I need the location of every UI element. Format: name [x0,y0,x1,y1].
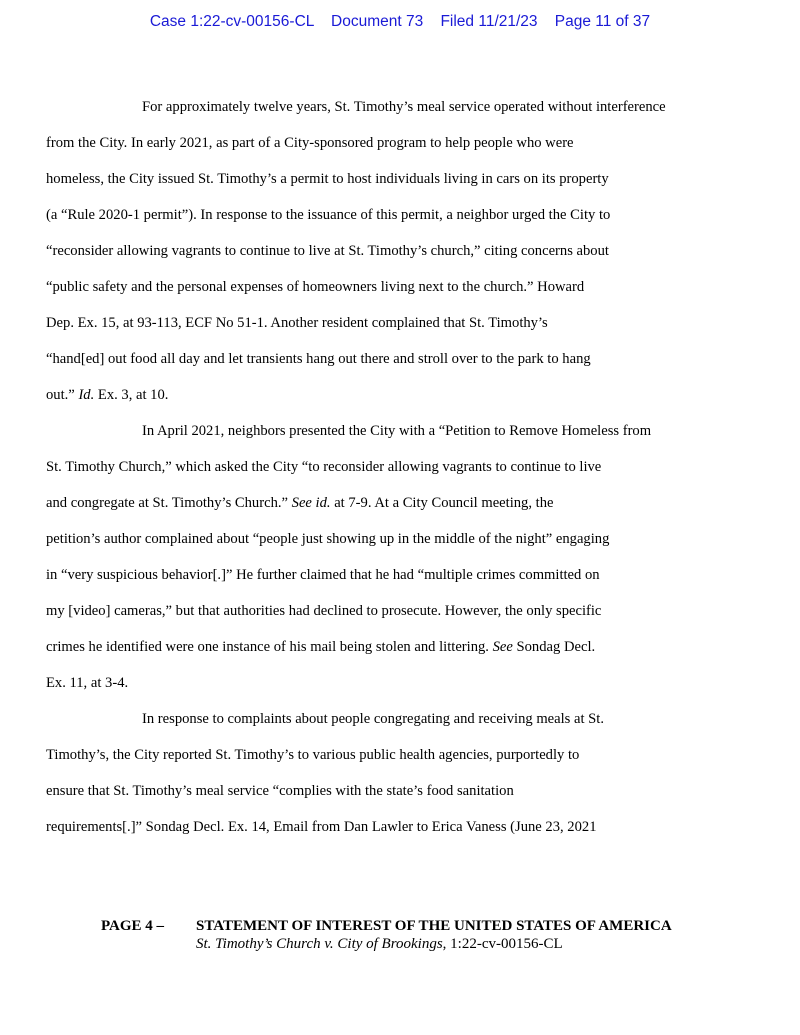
text-line: “reconsider allowing vagrants to continue to live at St. Timothy’s church,” citing concerns about [46,243,609,259]
text-line: from the City. In early 2021, as part of a City-sponsored program to help people who were [46,135,574,151]
document-body [46,89,714,845]
text-line: in “very suspicious behavior[.]” He further claimed that he had “multiple crimes committed on [46,567,600,583]
text-fragment: Sondag Decl. [512,639,596,655]
text-line [46,377,714,413]
text-line: petition’s author complained about “people just showing up in the middle of the night” engaging [46,531,610,547]
text-line [46,629,714,665]
text-line: “hand[ed] out food all day and let transients hang out there and stroll over to the park to hang [46,351,591,367]
text-line: St. Timothy Church,” which asked the City “to reconsider allowing vagrants to continue to live [46,459,602,475]
text-fragment: crimes he identified were one instance of his mail being stolen and littering. [46,639,493,655]
text-line: In response to complaints about people congregating and receiving meals at St. [142,711,605,727]
page-number-label: PAGE 4 – [101,918,165,934]
text-line: my [video] cameras,” but that authorities had declined to prosecute. However, the only specific [46,603,602,619]
text-fragment: out.” [46,387,79,403]
text-line: ensure that St. Timothy’s meal service “complies with the state’s food sanitation [46,783,514,799]
citation-id: Id. [78,387,95,403]
text-line: Ex. 11, at 3-4. [46,675,129,691]
text-line: In April 2021, neighbors presented the City with a “Petition to Remove Homeless from [142,423,652,439]
text-line: homeless, the City issued St. Timothy’s a permit to host individuals living in cars on its property [46,171,609,187]
citation-see-id: See id. [291,495,331,511]
text-line: (a “Rule 2020-1 permit”). In response to the issuance of this permit, a neighbor urged the City to [46,207,611,223]
case-header-stamp: Case 1:22-cv-00156-CL Document 73 Filed 11/21/23 Page 11 of 37 [149,13,651,30]
paragraph-1 [46,89,714,413]
text-line: Dep. Ex. 15, at 93-113, ECF No 51-1. Another resident complained that St. Timothy’s [46,315,548,331]
text-line: “public safety and the personal expenses of homeowners living next to the church.” Howard [46,279,585,295]
case-caption [196,935,563,953]
text-line: requirements[.]” Sondag Decl. Ex. 14, Email from Dan Lawler to Erica Vaness (June 23, 2021 [46,819,597,835]
paragraph-3 [46,701,714,845]
text-line [46,485,714,521]
text-line: Timothy’s, the City reported St. Timothy’s to various public health agencies, purportedly to [46,747,580,763]
case-number: , 1:22-cv-00156-CL [442,936,563,952]
text-fragment: Ex. 3, at 10. [94,387,169,403]
case-name: St. Timothy’s Church v. City of Brookings [196,936,443,952]
text-line: For approximately twelve years, St. Timothy’s meal service operated without interference [142,99,666,115]
text-fragment: at 7-9. At a City Council meeting, the [330,495,554,511]
text-fragment: and congregate at St. Timothy’s Church.” [46,495,292,511]
paragraph-2 [46,413,714,701]
citation-see: See [492,639,513,655]
document-title: STATEMENT OF INTEREST OF THE UNITED STATES OF AMERICA [196,918,672,934]
